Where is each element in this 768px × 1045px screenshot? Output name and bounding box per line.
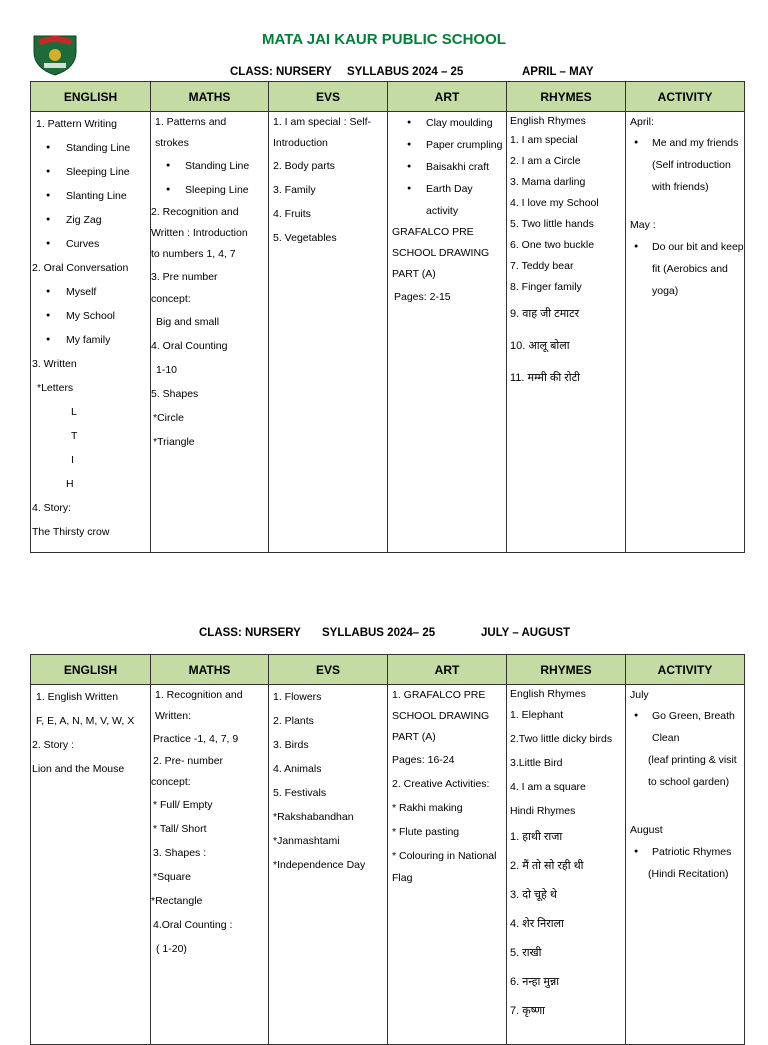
list-item: ( 1-20)	[156, 943, 187, 955]
list-item: July	[630, 689, 649, 701]
list-item: ● Earth Day activity	[392, 178, 506, 222]
list-item: Pages: 2-15	[394, 291, 451, 303]
list-item: SCHOOL DRAWING	[392, 710, 490, 722]
activity-cell	[626, 112, 745, 553]
list-item: *Independence Day	[273, 859, 366, 871]
english-cell	[31, 685, 151, 1045]
list-item: 2. Oral Conversation	[32, 262, 129, 274]
section1-syllabus: SYLLABUS 2024 – 25	[347, 66, 464, 78]
list-item: ● Standing Line	[31, 136, 150, 160]
rhymes-cell	[507, 685, 626, 1045]
list-item: May :	[630, 219, 656, 231]
header-rhymes: RHYMES	[507, 82, 626, 112]
list-item: 11. मम्मी की रोटी	[510, 372, 580, 384]
list-item: 7. कृष्णा	[510, 1005, 546, 1017]
table-header-row	[31, 655, 745, 685]
list-item: *Rectangle	[151, 895, 203, 907]
list-item: ● Go Green, Breath Clean	[630, 705, 744, 749]
header-english: ENGLISH	[31, 82, 151, 112]
list-item: 1. Recognition and	[155, 689, 243, 701]
list-item: 3. Birds	[273, 739, 309, 751]
art-cell	[388, 112, 507, 553]
list-item: ● Paper crumpling	[392, 134, 506, 156]
list-item: *Square	[153, 871, 191, 883]
list-item: 2. Creative Activities:	[392, 778, 490, 790]
art-cell	[388, 685, 507, 1045]
list-item: *Letters	[37, 382, 74, 394]
list-item: ● Standing Line	[151, 154, 268, 178]
header-maths: MATHS	[151, 655, 269, 685]
header-art: ART	[388, 655, 507, 685]
list-item: 1. Flowers	[273, 691, 322, 703]
list-item: * Tall/ Short	[153, 823, 207, 835]
list-item: Written:	[155, 710, 191, 722]
list-item: The Thirsty crow	[32, 526, 110, 538]
section1-period: APRIL – MAY	[522, 66, 594, 78]
list-item: 1. English Written	[36, 691, 119, 703]
list-item: 4. I love my School	[510, 197, 599, 209]
list-item: PART (A)	[392, 731, 436, 743]
list-item: 5. राखी	[510, 947, 542, 959]
list-item: strokes	[155, 137, 189, 149]
list-item: 2. Pre- number	[153, 755, 224, 767]
evs-cell	[269, 685, 388, 1045]
list-item: *Janmashtami	[273, 835, 340, 847]
header-evs: EVS	[269, 655, 388, 685]
list-item: Hindi Rhymes	[510, 805, 576, 817]
list-item: 2. Body parts	[273, 160, 335, 172]
list-item: 3. Family	[273, 184, 316, 196]
syllabus-table-july-august	[30, 654, 745, 1045]
list-item: 4. I am a square	[510, 781, 586, 793]
list-item: Practice -1, 4, 7, 9	[153, 733, 239, 745]
list-item: Introduction	[273, 137, 328, 149]
rhymes-cell	[507, 112, 626, 553]
list-item: Pages: 16-24	[392, 754, 455, 766]
activity-cell	[626, 685, 745, 1045]
list-item: 2. मैं तो सो रही थी	[510, 860, 584, 872]
list-item: (leaf printing & visit to school garden)	[648, 754, 737, 788]
list-item: 1. हाथी राजा	[510, 831, 563, 843]
list-item: English Rhymes	[510, 115, 586, 127]
header-english: ENGLISH	[31, 655, 151, 685]
header-activity: ACTIVITY	[626, 82, 745, 112]
list-item: 3. Mama darling	[510, 176, 586, 188]
list-item: 1. Elephant	[510, 709, 564, 721]
list-item: 6. नन्हा मुन्ना	[510, 976, 560, 988]
english-cell	[31, 112, 151, 553]
list-item: August	[630, 824, 663, 836]
list-item: ● Curves	[31, 232, 150, 256]
list-item: GRAFALCO PRE	[392, 226, 474, 238]
list-item: 4.Oral Counting :	[153, 919, 233, 931]
header-rhymes: RHYMES	[507, 655, 626, 685]
list-item: 5. Two little hands	[510, 218, 594, 230]
list-item: L	[71, 406, 77, 418]
list-item: F, E, A, N, M, V, W, X	[36, 715, 135, 727]
list-item: Written : Introduction	[151, 227, 248, 239]
list-item: ● Sleeping Line	[151, 178, 268, 202]
list-item: 1. Patterns and	[155, 116, 227, 128]
list-item: ● Sleeping Line	[31, 160, 150, 184]
list-item: 2. I am a Circle	[510, 155, 581, 167]
list-item: T	[71, 430, 78, 442]
list-item: SCHOOL DRAWING	[392, 247, 490, 259]
list-item: 1. I am special	[510, 134, 578, 146]
list-item: concept:	[151, 776, 191, 788]
list-item: PART (A)	[392, 268, 436, 280]
header-art: ART	[388, 82, 507, 112]
list-item: 4. Animals	[273, 763, 322, 775]
header-activity: ACTIVITY	[626, 655, 745, 685]
list-item: ● Me and my friends (Self introduction with friends)	[630, 132, 744, 198]
list-item: ● Baisakhi craft	[392, 156, 506, 178]
list-item: 3. Shapes :	[153, 847, 207, 859]
list-item: 7. Teddy bear	[510, 260, 574, 272]
section1-class: CLASS: NURSERY	[230, 66, 332, 78]
list-item: 3. Written	[32, 358, 77, 370]
list-item: ● My family	[31, 328, 150, 352]
list-item: 1. Pattern Writing	[36, 118, 117, 130]
evs-cell	[269, 112, 388, 553]
list-item: 9. वाह जी टमाटर	[510, 308, 580, 320]
list-item: 1. I am special : Self-	[273, 116, 372, 128]
list-item: 2. Recognition and	[151, 206, 239, 218]
list-item: 1-10	[156, 364, 178, 376]
list-item: *Circle	[153, 412, 184, 424]
list-item: 5. Festivals	[273, 787, 327, 799]
list-item: to numbers 1, 4, 7	[151, 248, 236, 260]
list-item: 3. Pre number	[151, 271, 218, 283]
school-name: MATA JAI KAUR PUBLIC SCHOOL	[262, 31, 506, 48]
list-item: 3. दो चूहे थे	[510, 889, 557, 901]
table-header-row	[31, 82, 745, 112]
list-item: ● Patriotic Rhymes	[630, 841, 744, 863]
maths-cell	[151, 685, 269, 1045]
list-item: * Colouring in National	[392, 850, 497, 862]
list-item: 4. Oral Counting	[151, 340, 228, 352]
list-item: April:	[630, 116, 654, 128]
section2-period: JULY – AUGUST	[481, 627, 571, 639]
header-maths: MATHS	[151, 82, 269, 112]
list-item: *Triangle	[153, 436, 195, 448]
list-item: ● Clay moulding	[392, 112, 506, 134]
table-row	[31, 685, 745, 1045]
header-evs: EVS	[269, 82, 388, 112]
list-item: ● Slanting Line	[31, 184, 150, 208]
list-item: 5. Vegetables	[273, 232, 337, 244]
list-item: ● Do our bit and keep fit (Aerobics and yoga)	[630, 236, 744, 302]
table-row	[31, 112, 745, 553]
list-item: * Full/ Empty	[153, 799, 213, 811]
list-item: * Rakhi making	[392, 802, 463, 814]
list-item: English Rhymes	[510, 688, 586, 700]
list-item: ● My School	[31, 304, 150, 328]
list-item: 5. Shapes	[151, 388, 199, 400]
syllabus-table-april-may	[30, 81, 745, 553]
list-item: concept:	[151, 293, 191, 305]
list-item: (Hindi Recitation)	[648, 868, 729, 880]
section2-syllabus: SYLLABUS 2024– 25	[322, 627, 436, 639]
list-item: 8. Finger family	[510, 281, 582, 293]
list-item: ● Zig Zag	[31, 208, 150, 232]
list-item: ● Myself	[31, 280, 150, 304]
list-item: Flag	[392, 872, 413, 884]
list-item: 2. Story :	[32, 739, 75, 751]
list-item: 2.Two little dicky birds	[510, 733, 613, 745]
list-item: 1. GRAFALCO PRE	[392, 689, 486, 701]
list-item: 2. Plants	[273, 715, 314, 727]
list-item: * Flute pasting	[392, 826, 460, 838]
list-item: 10. आलू बोला	[510, 340, 570, 352]
list-item: I	[71, 454, 74, 466]
list-item: Big and small	[156, 316, 220, 328]
list-item: 4. Fruits	[273, 208, 311, 220]
list-item: 6. One two buckle	[510, 239, 595, 251]
list-item: 4. शेर निराला	[510, 918, 564, 930]
list-item: 4. Story:	[32, 502, 72, 514]
section2-class: CLASS: NURSERY	[199, 627, 301, 639]
list-item: 3.Little Bird	[510, 757, 563, 769]
maths-cell	[151, 112, 269, 553]
list-item: *Rakshabandhan	[273, 811, 354, 823]
list-item: Lion and the Mouse	[32, 763, 125, 775]
list-item: H	[66, 478, 74, 490]
